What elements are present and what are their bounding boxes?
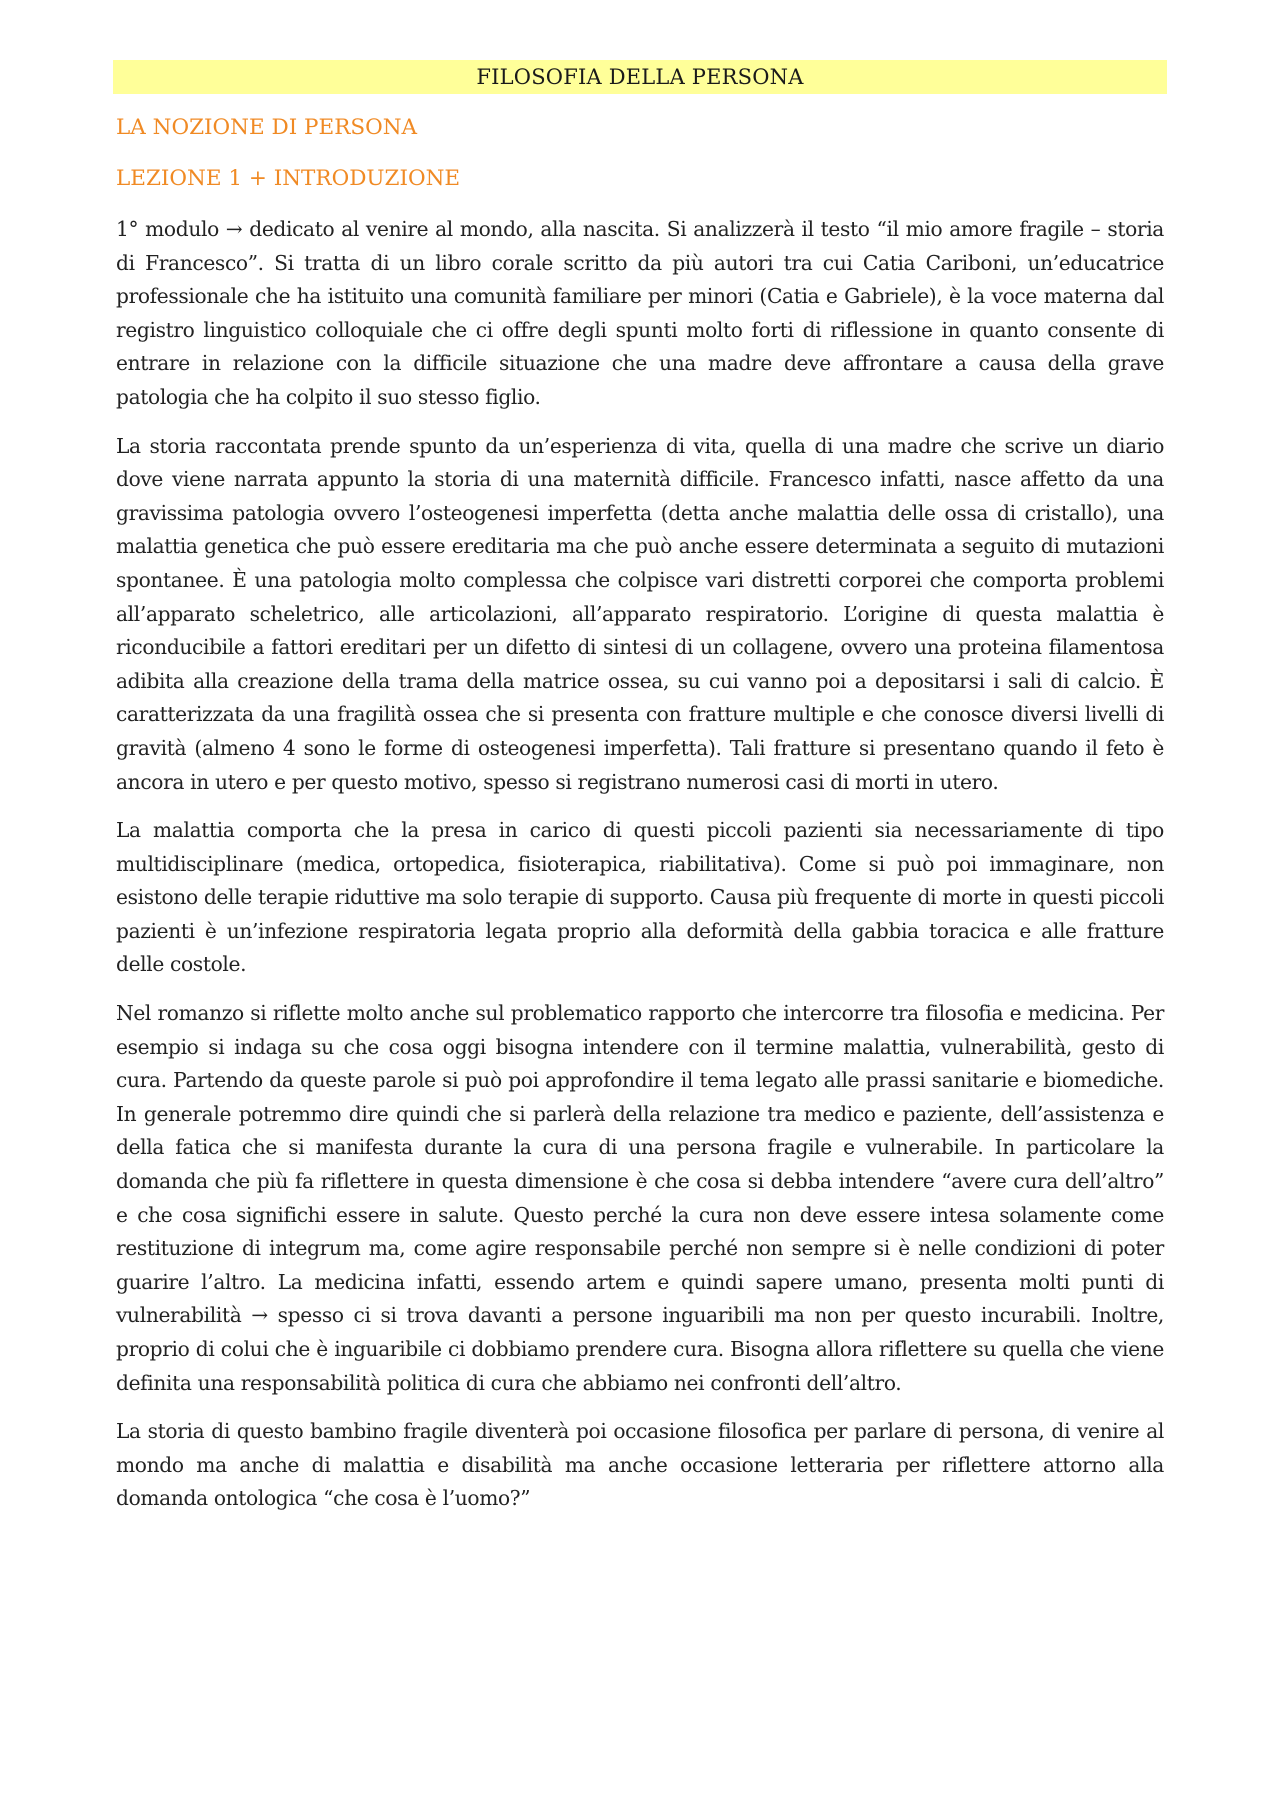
lesson-heading: LEZIONE 1 + INTRODUZIONE: [116, 166, 461, 191]
paragraph-1: 1° modulo → dedicato al venire al mondo, alla nascita. Si analizzerà il testo “il mio amore fragile – storia di Francesco”. Si tratta di un libro corale scritto da più autori tra cui Catia Cariboni, un’educatrice professionale che ha istituito una comunità familiare per minori (Catia e Gabriele), è la voce materna dal registro linguistico colloquiale che ci offre degli spunti molto forti di riflessione in quanto consente di entrare in relazione con la difficile situazione che una madre deve affrontare a causa della grave patologia che ha colpito il suo stesso figlio.: [116, 217, 1164, 409]
paragraph-3: La malattia comporta che la presa in carico di questi piccoli pazienti sia necessariamente di tipo multidisciplinare (medica, ortopedica, fisioterapica, riabilitativa). Come si può poi immaginare, non esistono delle terapie riduttive ma solo terapie di supporto. Causa più frequente di morte in questi piccoli pazienti è un’infezione respiratoria legata proprio alla deformità della gabbia toracica e alle fratture delle costole.: [116, 818, 1164, 977]
paragraph-2: La storia raccontata prende spunto da un’esperienza di vita, quella di una madre che scrive un diario dove viene narrata appunto la storia di una maternità difficile. Francesco infatti, nasce affetto da una gravissima patologia ovvero l’osteogenesi imperfetta (detta anche malattia delle ossa di cristallo), una malattia genetica che può essere ereditaria ma che può anche essere determinata a seguito di mutazioni spontanee. È una patologia molto complessa che colpisce vari distretti corporei che comporta problemi all’apparato scheletrico, alle articolazioni, all’apparato respiratorio. L’origine di questa malattia è riconducibile a fattori ereditari per un difetto di sintesi di un collagene, ovvero una proteina filamentosa adibita alla creazione della trama della matrice ossea, su cui vanno poi a depositarsi i sali di calcio. È caratterizzata da una fragilità ossea che si presenta con fratture multiple e che conosce diversi livelli di gravità (almeno 4 sono le forme di osteogenesi imperfetta). Tali fratture si presentano quando il feto è ancora in utero e per questo motivo, spesso si registrano numerosi casi di morti in utero.: [116, 433, 1164, 794]
document-body: [116, 213, 1164, 1531]
paragraph-4: Nel romanzo si riflette molto anche sul problematico rapporto che intercorre tra filosofia e medicina. Per esempio si indaga su che cosa oggi bisogna intendere con il termine malattia, vulnerabilità, gesto di cura. Partendo da queste parole si può poi approfondire il tema legato alle prassi sanitarie e biomediche. In generale potremmo dire quindi che si parlerà della relazione tra medico e paziente, dell’assistenza e della fatica che si manifesta durante la cura di una persona fragile e vulnerabile. In particolare la domanda che più fa riflettere in questa dimensione è che cosa si debba intendere “avere cura dell’altro” e che cosa significhi essere in salute. Questo perché la cura non deve essere intesa solamente come restituzione di integrum ma, come agire responsabile perché non sempre si è nelle condizioni di poter guarire l’altro. La medicina infatti, essendo artem e quindi sapere umano, presenta molti punti di vulnerabilità → spesso ci si trova davanti a persone inguaribili ma non per questo incurabili. Inoltre, proprio di colui che è inguaribile ci dobbiamo prendere cura. Bisogna allora riflettere su quella che viene definita una responsabilità politica di cura che abbiamo nei confronti dell’altro.: [116, 1001, 1164, 1395]
section-heading: LA NOZIONE DI PERSONA: [116, 115, 418, 140]
paragraph-5: La storia di questo bambino fragile diventerà poi occasione filosofica per parlare di persona, di venire al mondo ma anche di malattia e disabilità ma anche occasione letteraria per riflettere attorno alla domanda ontologica “che cosa è l’uomo?”: [116, 1419, 1164, 1511]
document-title-banner: FILOSOFIA DELLA PERSONA: [113, 60, 1167, 94]
